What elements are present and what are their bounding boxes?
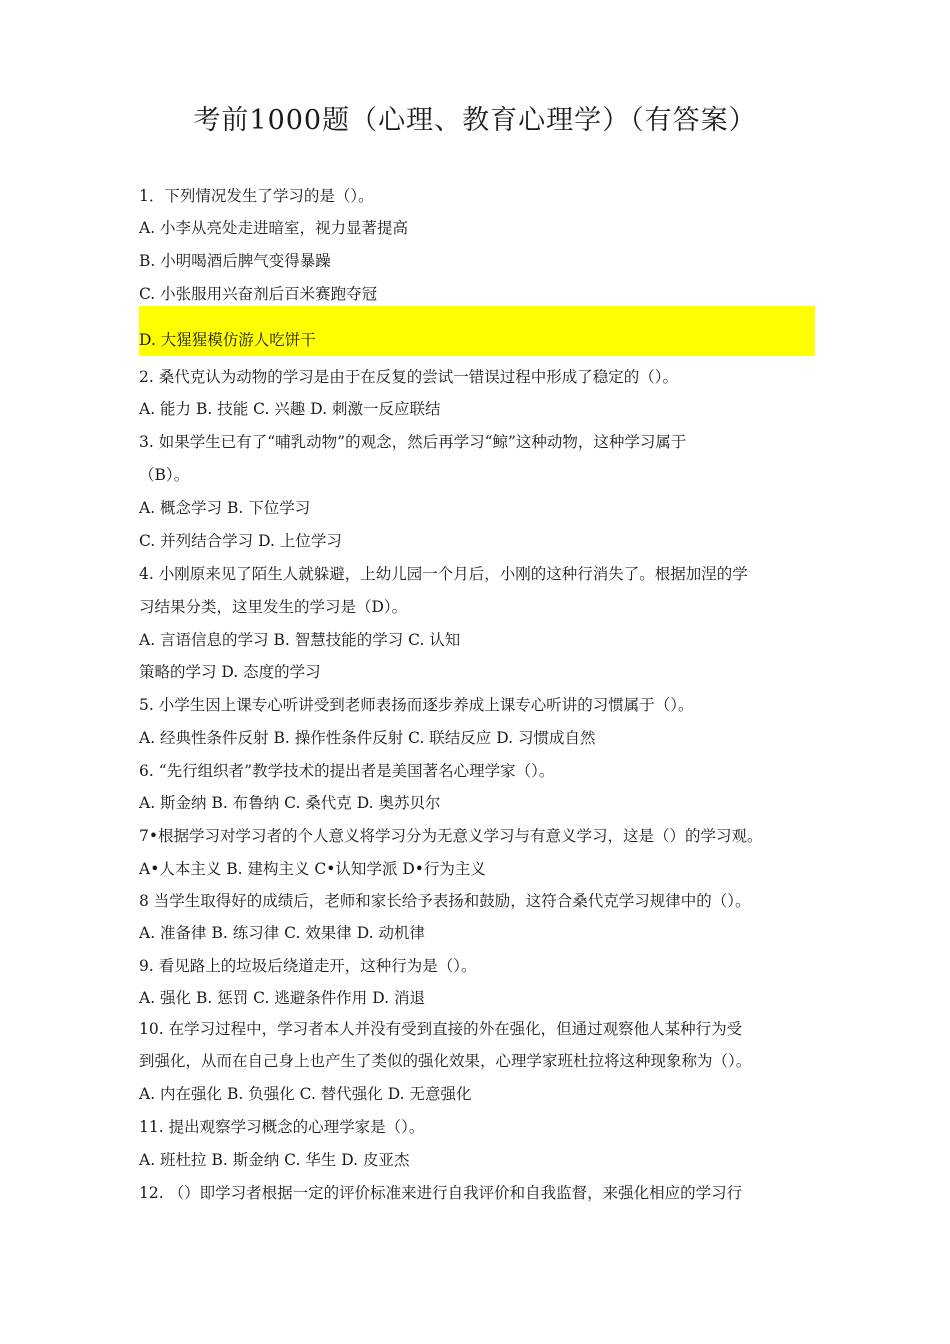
question-6-stem: 6. “先行组织者”教学技术的提出者是美国著名心理学家（）。 (139, 762, 555, 780)
question-2-stem: 2. 桑代克认为动物的学习是由于在反复的尝试一错误过程中形成了稳定的（）。 (139, 368, 678, 386)
question-10-stem: 10. 在学习过程中，学习者本人并没有受到直接的外在强化，但通过观察他人某种行为受 (139, 1020, 743, 1038)
question-1-option-b: B. 小明喝酒后脾气变得暴躁 (139, 252, 331, 270)
question-9-stem: 9. 看见路上的垃圾后绕道走开，这种行为是（）。 (139, 957, 477, 975)
question-5-stem: 5. 小学生因上课专心听讲受到老师表扬而逐步养成上课专心听讲的习惯属于（）。 (139, 696, 694, 714)
question-10-options: A. 内在强化 B. 负强化 C. 替代强化 D. 无意强化 (139, 1085, 472, 1103)
question-3-stem-cont: （B）。 (139, 466, 190, 484)
question-1-option-c: C. 小张服用兴奋剂后百米赛跑夺冠 (139, 285, 378, 303)
question-4-options: A. 言语信息的学习 B. 智慧技能的学习 C. 认知 (139, 631, 461, 649)
question-7-options: A•人本主义 B. 建构主义 C•认知学派 D•行为主义 (139, 860, 486, 878)
question-10-stem-cont: 到强化，从而在自己身上也产生了类似的强化效果，心理学家班杜拉将这种现象称为（）。 (139, 1052, 752, 1070)
question-9-options: A. 强化 B. 惩罚 C. 逃避条件作用 D. 消退 (139, 989, 425, 1007)
question-1-option-d-highlighted: D. 大猩猩模仿游人吃饼干 (139, 331, 316, 349)
question-6-options: A. 斯金纳 B. 布鲁纳 C. 桑代克 D. 奥苏贝尔 (139, 794, 441, 812)
question-3-options-ab: A. 概念学习 B. 下位学习 (139, 499, 311, 517)
question-2-options: A. 能力 B. 技能 C. 兴趣 D. 刺激一反应联结 (139, 400, 441, 418)
question-3-stem: 3. 如果学生已有了“哺乳动物”的观念，然后再学习“鲸”这种动物，这种学习属于 (139, 433, 687, 451)
question-1-option-a: A. 小李从亮处走进暗室，视力显著提高 (139, 219, 409, 237)
question-4-stem: 4. 小刚原来见了陌生人就躲避，上幼儿园一个月后，小刚的这种行消失了。根据加涅的学 (139, 565, 748, 583)
question-1-stem: 1．下列情况发生了学习的是（）。 (139, 187, 374, 205)
question-8-options: A. 准备律 B. 练习律 C. 效果律 D. 动机律 (139, 924, 425, 942)
question-7-stem: 7•根据学习对学习者的个人意义将学习分为无意义学习与有意义学习，这是（）的学习观。 (139, 827, 763, 845)
question-8-stem: 8 当学生取得好的成绩后，老师和家长给予表扬和鼓励，这符合桑代克学习规律中的（）。 (139, 892, 751, 910)
question-5-options: A. 经典性条件反射 B. 操作性条件反射 C. 联结反应 D. 习惯成自然 (139, 729, 596, 747)
question-11-stem: 11. 提出观察学习概念的心理学家是（）。 (139, 1118, 425, 1136)
question-4-stem-cont: 习结果分类，这里发生的学习是（D）。 (139, 598, 408, 616)
question-4-options-cont: 策略的学习 D. 态度的学习 (139, 663, 321, 681)
question-12-stem: 12. （）即学习者根据一定的评价标准来进行自我评价和自我监督，来强化相应的学习行 (139, 1184, 743, 1202)
question-11-options: A. 班杜拉 B. 斯金纳 C. 华生 D. 皮亚杰 (139, 1151, 410, 1169)
document-title: 考前1000题（心理、教育心理学）（有答案） (193, 105, 757, 136)
question-3-options-cd: C. 并列结合学习 D. 上位学习 (139, 532, 342, 550)
